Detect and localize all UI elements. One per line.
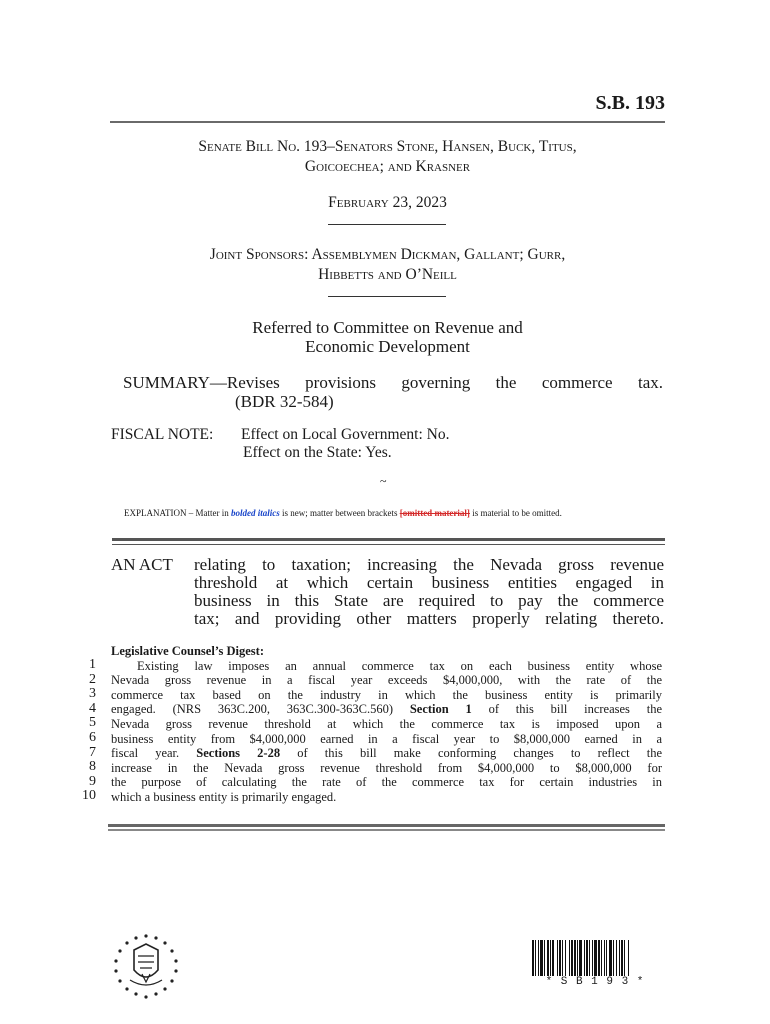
barcode-text: * S B 1 9 3 *: [545, 976, 645, 988]
digest-line: Existing law imposes an annual commerce tax on each business entity whose: [137, 658, 662, 673]
footer-rule-thin: [108, 829, 665, 831]
date-separator: [328, 224, 446, 225]
bill-date: February 23, 2023: [328, 194, 447, 211]
act-line-4: tax; and providing other matters properly relating thereto.: [194, 609, 664, 628]
summary-bdr: (BDR 32-584): [235, 392, 334, 411]
explanation-suffix: is material to be omitted.: [469, 508, 562, 518]
digest-text: engaged. (NRS 363C.200, 363C.300-363C.560): [111, 702, 410, 717]
digest-line: increase in the Nevada gross revenue threshold from $4,000,000 to $8,000,000 for: [111, 760, 662, 775]
section-rule-thin: [112, 544, 665, 545]
summary-word: governing: [401, 373, 471, 392]
line-number: 3: [89, 686, 96, 702]
line-number: 6: [89, 729, 96, 745]
line-number: 1: [89, 657, 96, 672]
line-numbers: [58, 658, 96, 804]
summary-word: tax.: [637, 373, 663, 392]
explanation-omitted-sample: [omitted material]: [399, 508, 470, 518]
digest-line: the purpose of calculating the rate of the commerce tax for certain industries in: [111, 775, 662, 790]
nevada-state-seal-icon: [112, 932, 180, 1000]
summary-word: the: [495, 373, 517, 392]
line-number: 2: [89, 671, 96, 687]
an-act-label: AN ACT: [111, 555, 173, 574]
section-reference: Section 1: [409, 702, 472, 717]
section-rule-thick: [112, 538, 665, 541]
line-number: 4: [89, 700, 96, 716]
ornament: ~: [380, 474, 387, 488]
fiscal-note-local: Effect on Local Government: No.: [241, 426, 450, 443]
summary-word: provisions: [305, 373, 377, 392]
fiscal-note-label: FISCAL NOTE:: [111, 426, 214, 443]
sponsors-block: [105, 137, 670, 177]
digest-text: of this bill increases the: [471, 702, 662, 717]
act-line-2: threshold at which certain business entities engaged in: [194, 573, 664, 592]
bill-number: S.B. 193: [595, 92, 665, 114]
line-number: 8: [89, 759, 96, 775]
sponsors-line-1: Senate Bill No. 193–Senators Stone, Hansen, Buck, Titus,: [198, 138, 577, 155]
digest-line: [111, 746, 662, 761]
joint-sponsors-block: [105, 245, 670, 285]
referral-line-1: Referred to Committee on Revenue and: [252, 318, 523, 337]
explanation-prefix: EXPLANATION – Matter in: [124, 508, 231, 518]
explanation-new-sample: bolded italics: [231, 508, 280, 518]
digest-line: business entity from $4,000,000 earned in a fiscal year to $8,000,000 earned in a: [111, 731, 662, 746]
digest-heading: Legislative Counsel’s Digest:: [111, 644, 264, 658]
summary-line-1: [123, 373, 663, 392]
joint-sponsors-separator: [328, 296, 446, 297]
summary-word: commerce: [541, 373, 613, 392]
explanation-note: [124, 508, 664, 518]
act-title: [111, 556, 664, 628]
fiscal-note-state: Effect on the State: Yes.: [243, 444, 392, 461]
summary-block: [123, 373, 663, 411]
barcode-icon: [532, 940, 658, 976]
line-number: 5: [89, 715, 96, 731]
line-number: 7: [89, 744, 96, 760]
digest-text: of this bill make conforming changes to reflect the: [280, 746, 662, 761]
line-number: 10: [82, 788, 96, 804]
joint-sponsors-line-1: Joint Sponsors: Assemblymen Dickman, Gallant; Gurr,: [209, 246, 566, 263]
header-rule: [110, 121, 665, 123]
fiscal-note: [111, 426, 449, 462]
referral-line-2: Economic Development: [305, 337, 470, 356]
sponsors-line-2: Goicoechea; and Krasner: [304, 158, 471, 175]
digest-line: [111, 702, 662, 717]
act-line-3: business in this State are required to pay the commerce: [194, 591, 664, 610]
digest-line: Nevada gross revenue in a fiscal year exceeds $4,000,000, with the rate of the: [111, 673, 662, 688]
digest-line: commerce tax based on the industry in which the business entity is primarily: [111, 687, 662, 702]
digest-line: Nevada gross revenue threshold at which the commerce tax is imposed upon a: [111, 716, 662, 731]
digest-line: which a business entity is primarily engaged.: [111, 789, 337, 804]
explanation-middle: is new; matter between brackets: [279, 508, 400, 518]
legislative-digest: [111, 644, 662, 805]
footer-rule-thick: [108, 824, 665, 827]
line-number: 9: [89, 773, 96, 789]
act-line-1: relating to taxation; increasing the Nevada gross revenue: [194, 555, 664, 574]
summary-word: SUMMARY—Revises: [123, 373, 280, 392]
referral-block: [105, 318, 670, 356]
section-reference: Sections 2-28: [196, 746, 281, 761]
joint-sponsors-line-2: Hibbetts and O’Neill: [318, 266, 457, 283]
digest-text: fiscal year.: [111, 746, 197, 761]
